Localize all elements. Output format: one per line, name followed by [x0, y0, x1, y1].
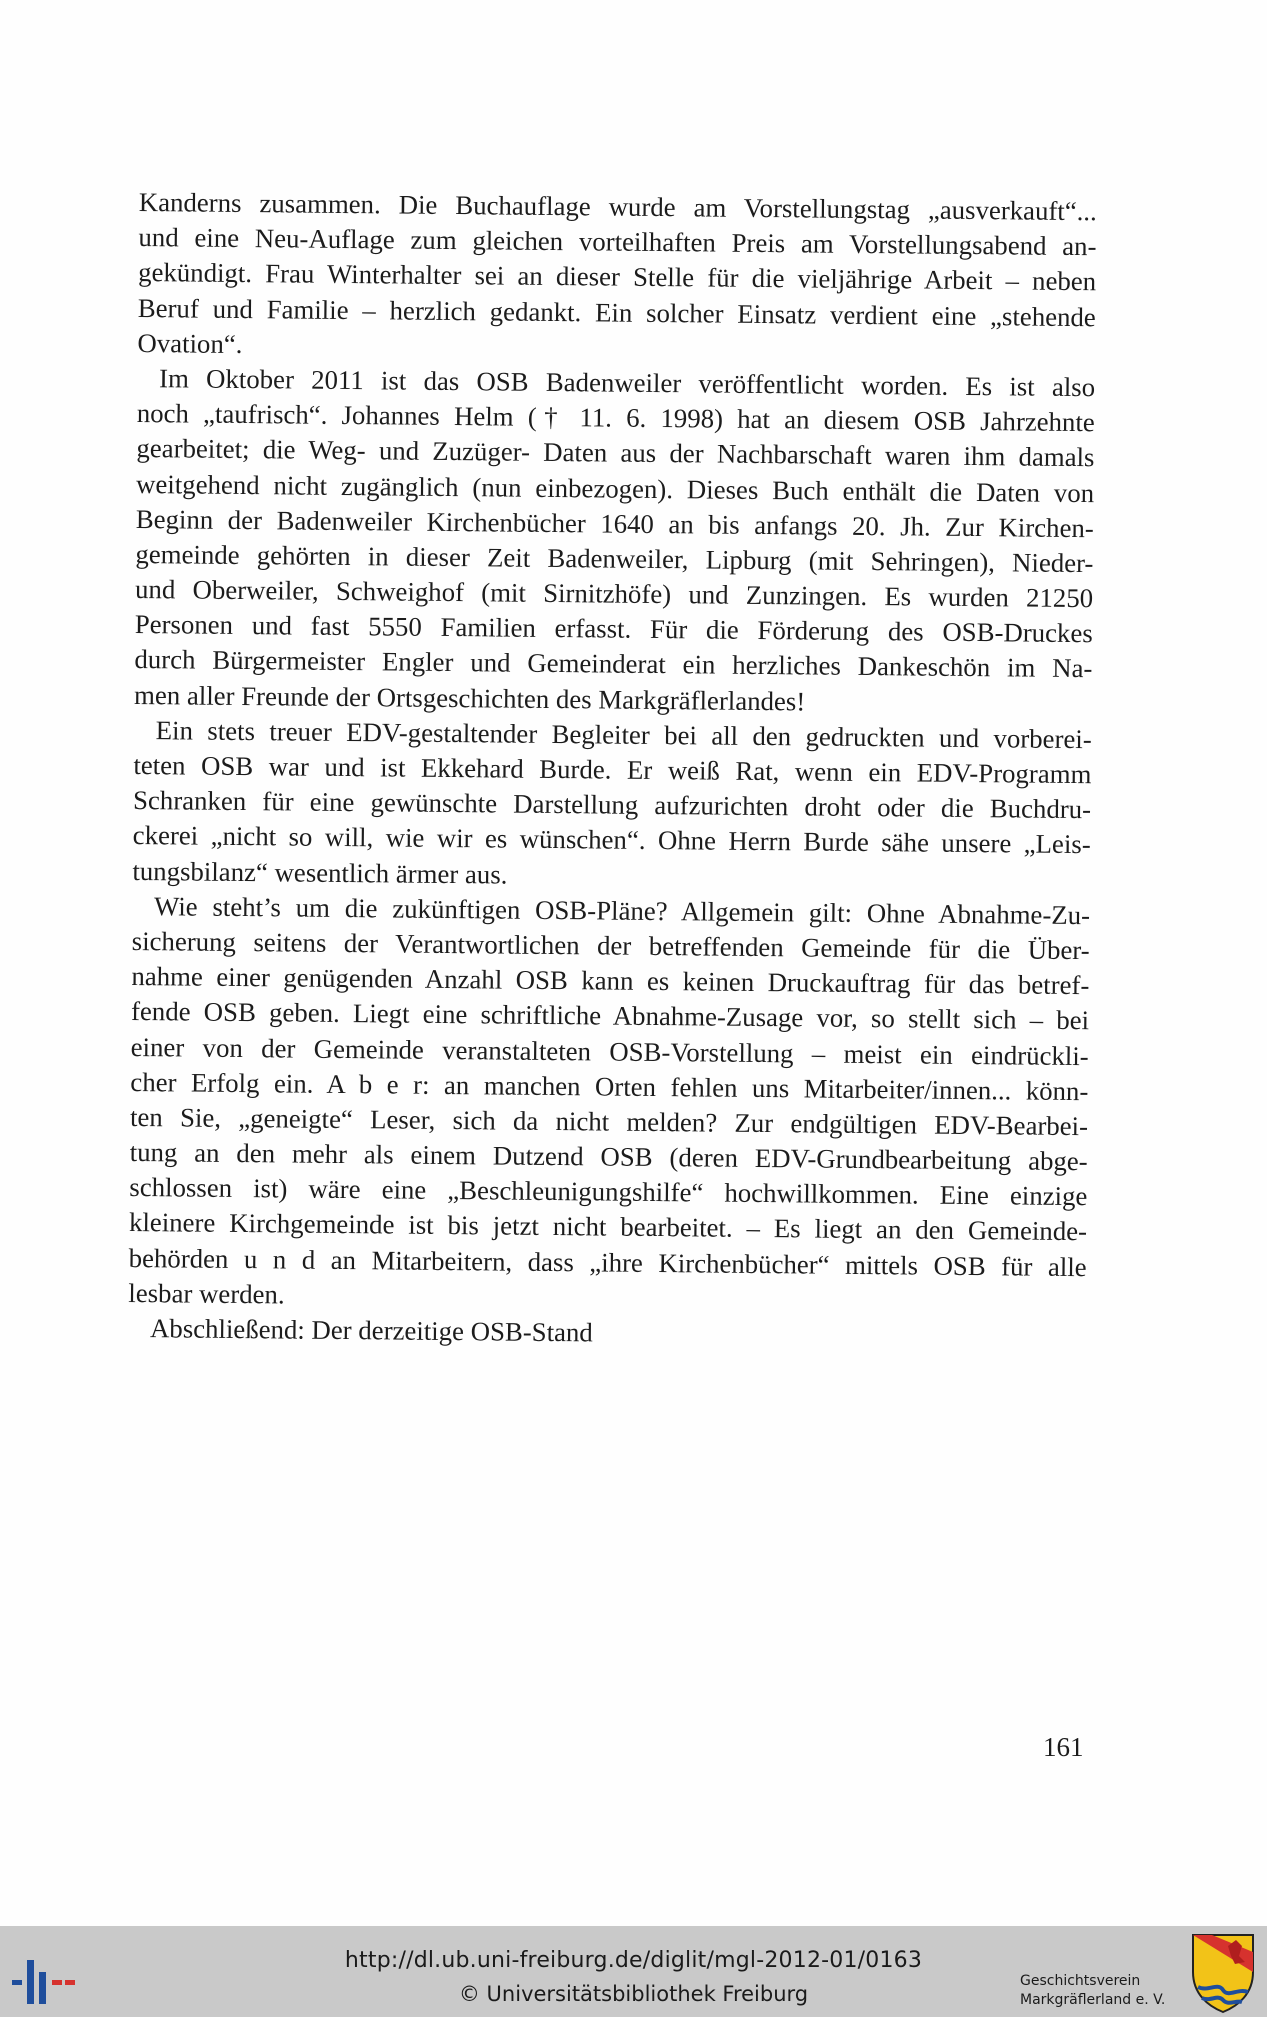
- footer-url-link[interactable]: http://dl.ub.uni-freiburg.de/diglit/mgl-2012-01/0163: [344, 1948, 923, 1973]
- text-line: schlossen ist) wäre eine „Beschleunigungshilfe“ hochwillkommen. Eine einzige: [129, 1172, 1088, 1212]
- text-line: gearbeitet; die Weg- und Zuzüger- Daten aus der Nachbarschaft waren ihm damals: [136, 433, 1095, 473]
- text-line: und Oberweiler, Schweighof (mit Sirnitzhöfe) und Zunzingen. Es wurden 21250: [134, 574, 1094, 614]
- text-line: lesbar werden.: [128, 1277, 285, 1310]
- text-line: ten Sie, „geneigte“ Leser, sich da nicht melden? Zur endgültigen EDV-Bearbei-: [129, 1101, 1089, 1142]
- text-line: men aller Freunde der Ortsgeschichten des Markgräflerlandes!: [133, 679, 806, 717]
- text-line: Wie steht’s um die zukünftigen OSB-Pläne? Allgemein gilt: Ohne Abnahme-Zu-: [153, 890, 1091, 930]
- text-line: Ovation“.: [137, 327, 243, 359]
- text-line: fende OSB geben. Liegt eine schriftliche Abnahme-Zusage vor, so stellt sich – bei: [130, 996, 1090, 1036]
- text-line: Ein stets treuer EDV-gestaltender Begleiter bei all den gedruckten und vorberei-: [155, 714, 1092, 754]
- text-line: nahme einer genügenden Anzahl OSB kann es keinen Druckauftrag für das betref-: [131, 961, 1090, 1001]
- coat-of-arms-icon: [1190, 1932, 1256, 2014]
- text-line: weitgehend nicht zugänglich (nun einbezogen). Dieses Buch enthält die Daten von: [135, 468, 1095, 508]
- footer-copyright: © Universitätsbibliothek Freiburg: [458, 1982, 809, 2006]
- text-line: sicherung seitens der Verantwortlichen der betreffenden Gemeinde für die Über-: [131, 925, 1090, 966]
- text-line: noch „taufrisch“. Johannes Helm († 11. 6. 1998) hat an diesem OSB Jahrzehnte: [136, 398, 1095, 438]
- text-line: cher Erfolg ein. A b e r: an manchen Orten fehlen uns Mitarbeiter/innen... könn-: [130, 1066, 1089, 1106]
- text-line: Kanderns zusammen. Die Buchauflage wurde am Vorstellungstag „ausverkauft“...: [138, 186, 1097, 227]
- text-line: gekündigt. Frau Winterhalter sei an dieser Stelle für die vieljährige Arbeit – neben: [138, 257, 1097, 297]
- text-line: Beginn der Badenweiler Kirchenbücher 1640 an bis anfangs 20. Jh. Zur Kirchen-: [135, 503, 1094, 543]
- text-line: behörden u n d an Mitarbeitern, dass „ihre Kirchenbücher“ mittels OSB für alle: [128, 1242, 1087, 1282]
- footer-bar: [0, 1926, 1267, 2017]
- society-line-1: Geschichtsverein: [1020, 1973, 1141, 1989]
- body-text: [128, 185, 1097, 1355]
- text-line: teten OSB war und ist Ekkehard Burde. Er weiß Rat, wenn ein EDV-Programm: [133, 749, 1092, 790]
- text-line: Im Oktober 2011 ist das OSB Badenweiler veröffentlicht worden. Es ist also: [159, 363, 1096, 403]
- text-line: kleinere Kirchgemeinde ist bis jetzt nicht bearbeitet. – Es liegt an den Gemeinde-: [128, 1207, 1088, 1247]
- text-line: durch Bürgermeister Engler und Gemeinderat ein herzliches Dankeschön im Na-: [134, 644, 1093, 684]
- text-line: ckerei „nicht so will, wie wir es wünschen“. Ohne Herrn Burde sähe unsere „Leis-: [132, 820, 1091, 860]
- society-name: [1020, 1972, 1165, 2010]
- text-line: tung an den mehr als einem Dutzend OSB (deren EDV-Grundbearbeitung abge-: [129, 1137, 1088, 1177]
- text-line: Abschließend: Der derzeitige OSB-Stand: [149, 1313, 593, 1348]
- text-line: gemeinde gehörten in dieser Zeit Badenweiler, Lipburg (mit Sehringen), Nieder-: [135, 538, 1094, 579]
- text-line: einer von der Gemeinde veranstalteten OSB-Vorstellung – meist ein eindrückli-: [130, 1031, 1089, 1071]
- text-line: und eine Neu-Auflage zum gleichen vorteilhaften Preis am Vorstellungsabend an-: [138, 222, 1097, 262]
- page-number: 161: [1043, 1732, 1084, 1762]
- text-line: tungsbilanz“ wesentlich ärmer aus.: [132, 855, 508, 890]
- text-line: Schranken für eine gewünschte Darstellung aufzurichten droht oder die Buchdru-: [132, 785, 1092, 825]
- text-line: Personen und fast 5550 Familien erfasst. Für die Förderung des OSB-Druckes: [134, 609, 1093, 649]
- society-line-2: Markgräflerland e. V.: [1020, 1992, 1166, 2008]
- text-line: Beruf und Familie – herzlich gedankt. Ein solcher Einsatz verdient eine „stehende: [137, 292, 1096, 332]
